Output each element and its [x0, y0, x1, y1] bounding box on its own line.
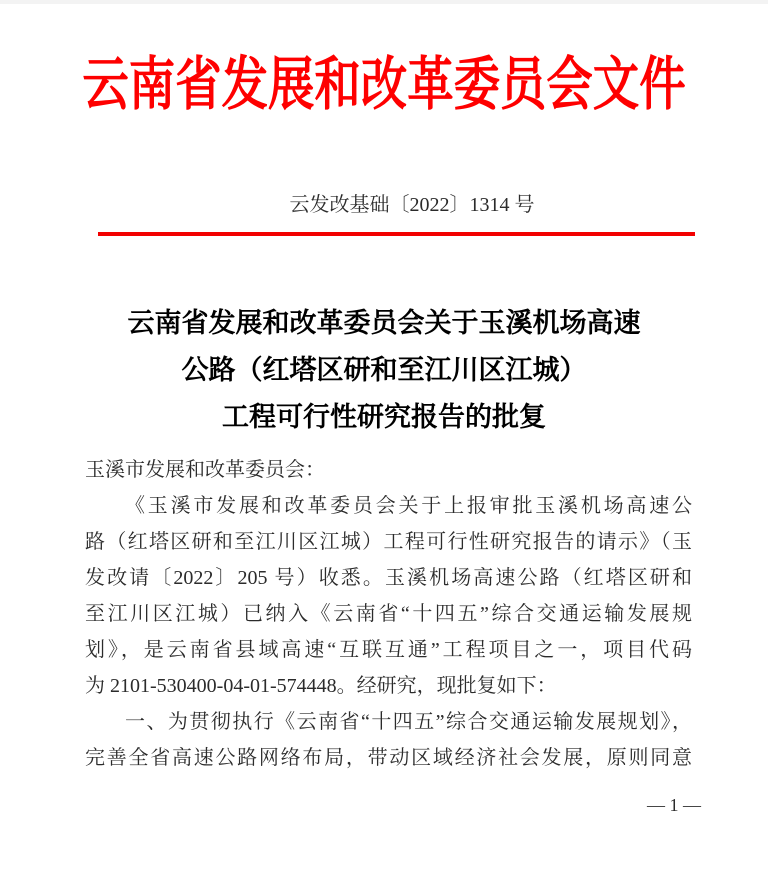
- document-title-line-3: 工程可行性研究报告的批复: [222, 402, 546, 432]
- document-title: [0, 300, 768, 441]
- body-line: 发改请〔2022〕205 号）收悉。玉溪机场高速公路（红塔区研和: [85, 567, 692, 589]
- body-line: 完善全省高速公路网络布局，带动区域经济社会发展，原则同意: [85, 747, 692, 769]
- body-line: 划》，是云南省县域高速“互联互通”工程项目之一，项目代码: [85, 639, 692, 661]
- document-reference-number: 云发改基础〔2022〕1314 号: [289, 194, 535, 216]
- body-line: 为 2101-530400-04-01-574448。经研究，现批复如下：: [85, 675, 557, 697]
- document-title-line-1: 云南省发展和改革委员会关于玉溪机场高速: [127, 308, 641, 338]
- red-divider-line: [98, 232, 695, 236]
- top-edge-strip: [0, 0, 768, 4]
- body-line: 路（红塔区研和至江川区江城）工程可行性研究报告的请示》（玉: [85, 531, 692, 553]
- page-number: — 1 —: [647, 795, 701, 815]
- body-line: 至江川区江城）已纳入《云南省“十四五”综合交通运输发展规: [85, 603, 692, 625]
- document-title-line-2: 公路（红塔区研和至江川区江城）: [181, 355, 587, 385]
- salutation-line: 玉溪市发展和改革委员会：: [85, 459, 325, 481]
- body-line: 《玉溪市发展和改革委员会关于上报审批玉溪机场高速公: [125, 495, 692, 517]
- body-line: 一、为贯彻执行《云南省“十四五”综合交通运输发展规划》，: [125, 711, 692, 733]
- letterhead-title: 云南省发展和改革委员会文件: [82, 52, 686, 117]
- document-body: [85, 452, 692, 776]
